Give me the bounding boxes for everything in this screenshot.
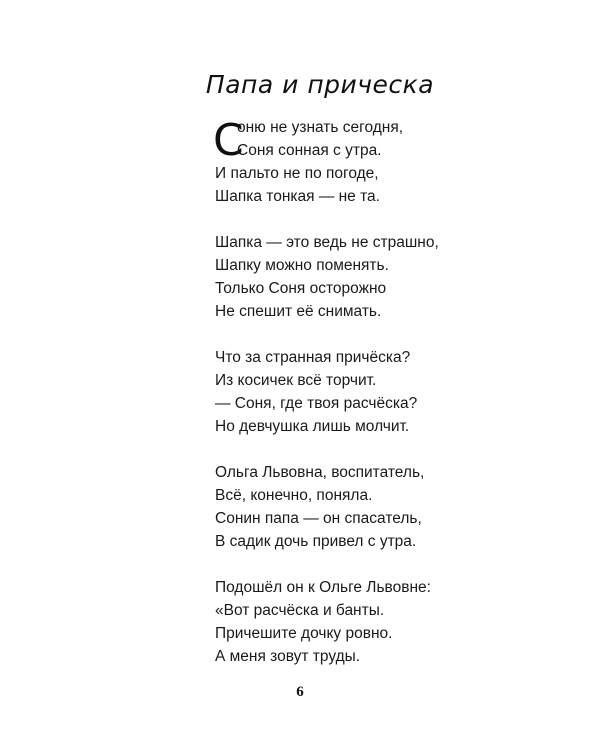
poem-line: «Вот расчёска и банты. — [215, 602, 385, 619]
poem-line: Не спешит её снимать. — [215, 303, 382, 320]
poem-line: Шапка тонкая — не та. — [215, 188, 380, 205]
poem-line: Соня сонная с утра. — [237, 142, 382, 159]
poem-line: Подошёл он к Ольге Львовне: — [215, 579, 431, 596]
poem-line: Шапка — это ведь не страшно, — [215, 234, 439, 251]
stanza-3 — [215, 346, 439, 438]
poem-line: — Соня, где твоя расчёска? — [215, 395, 418, 412]
poem-line: Но девчушка лишь молчит. — [215, 418, 410, 435]
poem-title: Папа и прическа — [205, 70, 435, 99]
poem-line: Ольга Львовна, воспитатель, — [215, 464, 425, 481]
page-number: 6 — [296, 684, 304, 700]
poem-line: И пальто не по погоде, — [215, 165, 379, 182]
stanza-4 — [215, 461, 439, 553]
stanza-5 — [215, 576, 439, 668]
stanza-2 — [215, 231, 439, 323]
poem-line: оню не узнать сегодня, — [237, 119, 404, 136]
poem-line: Из косичек всё торчит. — [215, 372, 377, 389]
poem-line: Шапку можно поменять. — [215, 257, 389, 274]
poem-line: В садик дочь привел с утра. — [215, 533, 417, 550]
stanza-1 — [215, 116, 439, 208]
poem-line: Что за странная причёска? — [215, 349, 411, 366]
poem-body — [215, 116, 439, 691]
poem-line: Всё, конечно, поняла. — [215, 487, 373, 504]
drop-cap: С — [213, 115, 244, 166]
poem-line: Сонин папа — он спасатель, — [215, 510, 422, 527]
poem-line: Только Соня осторожно — [215, 280, 387, 297]
poem-line: А меня зовут труды. — [215, 648, 361, 665]
poem-line: Причешите дочку ровно. — [215, 625, 393, 642]
